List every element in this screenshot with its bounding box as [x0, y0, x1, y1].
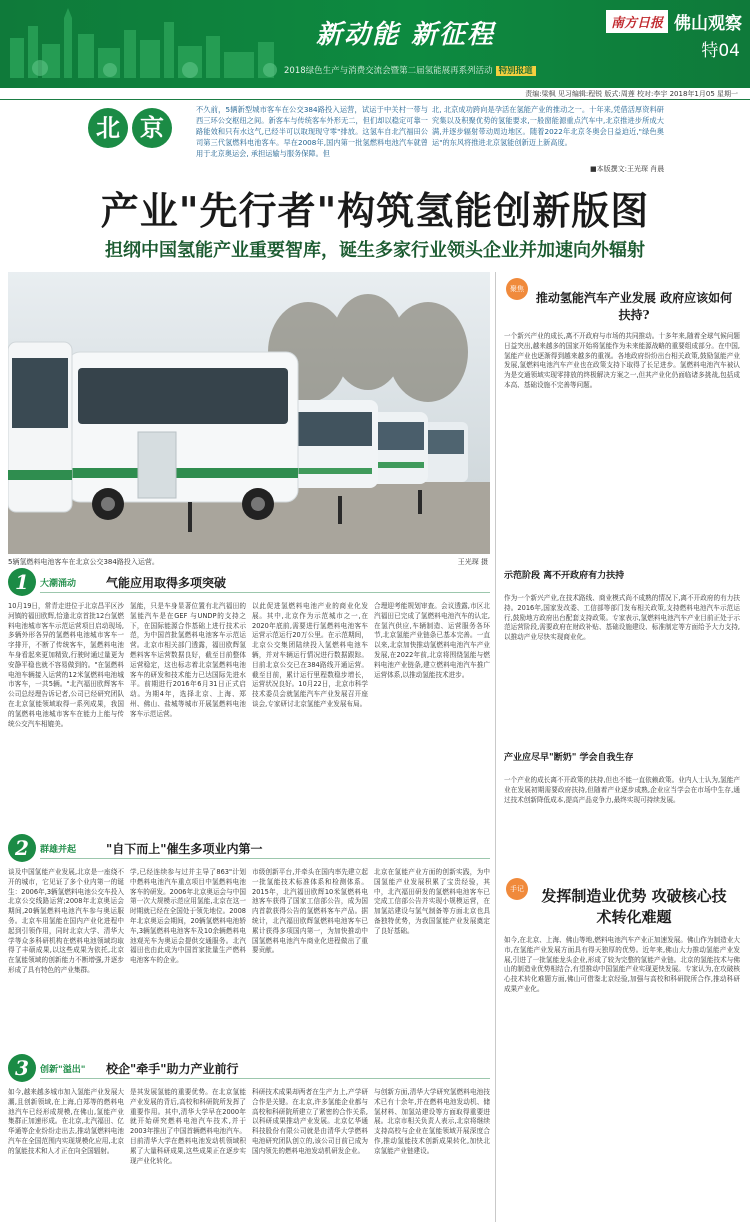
photo-credit: 王光琛 摄 [457, 558, 488, 566]
section-rule [40, 1078, 490, 1079]
city-skyline-illustration [0, 8, 300, 78]
article-column: 氢能，只是车身显著位置有北汽福田的氢能汽车是在GEF 与UNDP的支持之下，在国际能源合作基础上进行技术示范，为中国首批氢燃料电池客车示范运营。北京市相关部门透露，福田欧辉氢燃料客车运营数据良好，截至目前整体运营稳定，这也标志着北京氢燃料电池客车的研发和技术能力已达国际先进水平。前期进行2016年6月31日正式启动。为期4年，选择北京、上海、郑州、佛山、盐城等城市开展氢燃料电池客车示范运营。 [130, 602, 246, 718]
section-title: "自下而上"催生多项业内第一 [106, 842, 263, 856]
section-label: 创新"溢出" [40, 1065, 86, 1075]
section-number: 2 [8, 834, 36, 862]
sidebar-subhead-1: 示范阶段 离不开政府有力扶持 [504, 571, 625, 581]
section-1-body [8, 602, 490, 822]
caption-text: 5辆氢燃料电池客车在北京公交384路投入运营。 [8, 558, 159, 566]
column-divider [495, 272, 496, 1222]
page-headline: 产业"先行者"构筑氢能创新版图 [100, 188, 650, 233]
sidebar-subhead-2: 产业应尽早"断奶" 学会自我生存 [504, 753, 634, 763]
section-3-body [8, 1088, 490, 1228]
section-rule [40, 592, 490, 593]
article-column: 与创新方面,清华大学研究氢燃料电池技术已有十余年,并在燃料电池发动机、储氢材料、加氢站建设等方面取得重要进展。北京市相关负责人表示,北京将继续支持高校与企业在氢能领域开展深度合作,推动氢能技术创新成果转化,加快北京氢能产业链建设。 [374, 1088, 490, 1155]
subtitle-text: 2018绿色生产与消费交流会暨第二届氢能展再系列活动 [284, 66, 493, 76]
page-subheadline: 担纲中国氢能产业重要智库，诞生多家行业领头企业并加速向外辐射 [105, 240, 645, 261]
issue-line: 责编:梁枫 见习编辑:程锐 版式:周莲 校对:李宇 2018年1月05 星期一 [525, 90, 738, 98]
sidebar-column [500, 272, 744, 1222]
city-badge [88, 108, 180, 148]
photo-caption [8, 557, 490, 567]
article-column: 北京在氢能产业方面的创新实践，为中国氢能产业发展积累了宝贵经验，其中，北汽福田研发的氢燃料电池客车已完成工信部公告并实现小规模运营，在加氢站建设与氢气制备等方面北京也具备独特优势，为我国氢能产业发展奠定了良好基础。 [374, 868, 490, 935]
byline: ■本版撰文:王光琛 肖晨 [590, 165, 665, 173]
focus-tag: 聚焦 [506, 278, 528, 300]
edition-name: 佛山观察 [674, 13, 742, 34]
section-number: 1 [8, 568, 36, 596]
article-column: 合理迎考能规划审查。会议透露,市区北汽福田已完成了氢燃料电池汽车的认定,在氢汽供应,车辆制造、运营服务各环节,北京氢能产业链条已基本完善。一直以来,北京加快推动氢燃料电池汽车产业发展,在2022年前,北京将围绕氢能与燃料电池产业链条,建立燃料电池汽车推广运营体系,以推动氢能技术进步。 [374, 602, 490, 679]
section-3-header [8, 1056, 490, 1084]
sidebar-text-1: 一个新兴产业的成长,离不开政府与市场的共同推动。十多年来,随着全球气候问题日益突出,越来越多的国家开始将氢能作为未来能源战略的重要组成部分。在中国,氢能产业也逐渐得到越来越多的重视。各地政府纷纷出台相关政策,鼓励氢能产业发展,氢燃料电池汽车产业也在政策支持下取得了长足进步。氢燃料电池汽车被认为是交通领域实现零排放的终极解决方案之一,但其产业化仍面临诸多挑战,包括成本高、基础设施不完善等问题。 [504, 332, 740, 389]
section-title: 校企"牵手"助力产业前行 [106, 1062, 239, 1076]
article-column: 10月19日，常青走进位于北京昌平区沙河镇的福田欧辉,恰逢北京首批12台氢燃料电池城市客车示范运营项目启动现场,多辆外形各异的氢燃料电池城市客车一字排开，不断了传统客车，氢燃料电池车身看起来更加精致,行驶时通过量更为安静平稳也就不容易做到的。"在氢燃料电池车辆接入运营的12米氢燃料电池城市客车，一共5辆。"北汽福田欧辉客车公司总经理告诉记者,公司已经研究团队在北京氢能领域取得一系列成果，我国的氢燃料电池城市客车在能力上能与传统公交汽车相媲美。 [8, 602, 124, 728]
special-report-tag: 特别报道 [496, 66, 536, 76]
city-char-1: 北 [88, 108, 128, 148]
sidebar-text-2: 作为一个新兴产业,在技术路线、商业模式尚不成熟的情况下,离不开政府的有力扶持。2016年,国家发改委、工信部等部门发布相关政策,支持燃料电池汽车示范运行,鼓励地方政府出台配套支持政策。专家表示,氢燃料电池汽车产业目前正处于示范运营阶段,需要政府在财政补贴、基础设施建设、标准制定等方面给予大力支持,以推动产业尽快实现商业化。 [504, 594, 740, 642]
section-label: 大潮涌动 [40, 579, 77, 589]
section-rule [40, 858, 490, 859]
section-2-body [8, 868, 490, 1044]
city-char-2: 京 [132, 108, 172, 148]
section-number: 3 [8, 1054, 36, 1082]
article-column: 学,已经连续参与过并主导了863"计划中燃料电池汽车重点项目中氢燃料电池客车的研发。2006年北京奥运会与中国第一次大规模示范应用氢能,北京在这一时期就已经在全国处于领先地位。2008年北京奥运会期间，20辆氢燃料电池轿车,3辆氢燃料电池客车及10余辆燃料电池观光车为奥运会提供交通服务。北汽福田也由此成为中国首家批量生产燃料电池客车的企业。 [130, 868, 246, 965]
article-column: 科研技术成果却两者在生产力上,产学研合作是关键。在北京,许多氢能企业都与高校和科研院所建立了紧密的合作关系,以科研成果推动产业发展。北京亿华通科技股份有限公司就是由清华大学燃料电池研究团队创立的,该公司目前已成为国内领先的燃料电池发动机研发企业。 [252, 1088, 368, 1155]
masthead [0, 0, 750, 88]
notes-tag: 手记 [506, 878, 528, 900]
paper-logo [606, 10, 742, 32]
section-1-header [8, 570, 490, 598]
section-title: 气能应用取得多项突破 [106, 576, 227, 590]
article-column: 谈及中国氢能产业发展,北京是一座绕不开的城市，它见证了多个业内第一的诞生：2006年,3辆氢燃料电池公交车投入北京公交线路运营;2008年北京奥运会期间,20辆氢燃料电池汽车参与奥运服务。北京车用氢能在国内产业化进程中起到引领作用，同时北京大学、清华大学等众多科研机构在燃料电池领域均取得了丰硕成果,以这些成果为依托,北京在氢能领域的创新能力不断增强,并逐步形成了具有特色的产业集群。 [8, 868, 124, 974]
issue-bar [0, 88, 750, 100]
intro-text-a: 不久前，5辆新型城市客车在公交384路投入运营，试运于中关村一带与西三环公交枢纽之间。新客车与传统客车外形无二，但们却以稳定可靠一路能效和只有水这气,已经半可以取现现守零"排放。这氢车自北汽福田公司第三代氢燃料电池客车。早在2008年,国内第一批氢燃料电池汽车就曾用于北京奥运会, 承担运输与服务保障。但 [196, 105, 428, 158]
paper-name: 南方日报 [606, 10, 668, 33]
intro-text-b: 北, 北京成功跨向是孕活在氢能产业的推动之一。十年来,凭借活厚资料研究集以及积聚优势的氢能要求,一般窗能源重点汽车中,北京推进步所成大满,并逐步辐射带动周边地区。随着2022年北京冬奥会日益迫近,"绿色奥运"的东风将推进北京氢能创新迈上新高度。 [432, 105, 664, 147]
sidebar-title-1: 推动氢能汽车产业发展 政府应该如何扶持? [535, 291, 733, 322]
article-column: 如今,越来越多城市加入氢能产业发展大潮,且创新领域,在上海,白郑等的燃料电池汽车已经形成规模,在佛山,氢能产业集群正加速形成。在北京,北汽福田、亿华通等企业纷纷走出去,推动氢燃料电池汽车在全国范围内实现规模化应用,北京的氢能技术和人才正在向全国辐射。 [8, 1088, 124, 1155]
sidebar-text-4: 如今,在北京、上海、佛山等地,燃料电池汽车产业正加速发展。佛山作为制造业大市,在氢能产业发展方面具有得天独厚的优势。近年来,佛山大力推动氢能产业发展,引进了一批氢能龙头企业,形成了较为完整的氢能产业链。北京的氢能技术与佛山的制造业优势相结合,有望推动中国氢能产业实现更快发展。专家认为,在攻破核心技术转化难题方面,佛山可借鉴北京经验,加强与高校和科研院所合作,推动科研成果产业化。 [504, 936, 740, 993]
sidebar-title-2: 发挥制造业优势 攻破核心技术转化难题 [541, 887, 727, 926]
hydrogen-bus-illustration [8, 272, 490, 554]
article-column: 是其发展氢能的重要优势。在北京氢能产业发展的背后,高校和科研院所发挥了重要作用。其中,清华大学早在2000年就开始研究燃料电池汽车技术,并于2003年推出了中国首辆燃料电池汽车。目前清华大学在燃料电池发动机领域积累了大量科研成果,这些成果正在逐步实现产业化转化。 [130, 1088, 246, 1165]
section-2-header [8, 836, 490, 864]
slogan: 新动能 新征程 [316, 20, 496, 50]
sidebar-text-3: 一个产业的成长离不开政策的扶持,但也不能一直依赖政策。业内人士认为,氢能产业在发展初期需要政府扶持,但随着产业逐步成熟,企业应当学会在市场中生存,通过技术创新降低成本,提高产品竞争力,最终实现可持续发展。 [504, 776, 740, 804]
masthead-subtitle [284, 64, 536, 76]
bus-photo [8, 272, 490, 554]
article-column: 以此促进氢燃料电池产业的商业化发展。其中,北京作为示范城市之一,在2020年底前,需要进行氢燃料电池客车运营示范运行20万公里。在示范期间，北京公交集团陆续投入氢燃料电池车辆，并对车辆运行情况进行数据跟踪。目前北京公交已在384路线开通运营。截至目前，累计运行里程数稳步增长，运营状况良好。10月22日，北京市科学技术委员会就氢能汽车产业发展召开座谈会,专家研讨北京氢能产业发展布局。 [252, 602, 368, 708]
page-number: 特04 [701, 41, 740, 61]
article-column: 市级创新平台,并牵头在国内率先建立起一批氢能技术标准体系和检测体系。2015年，北汽福田欧辉10米氢燃料电池客车获得了国家工信部公告，成为国内首款获得公告的氢燃料客车产品。据统计，北汽福田欧辉氢燃料电池客车已累计获得多项国内第一，为加快推动中国氢燃料电池汽车商业化进程做出了重要贡献。 [252, 868, 368, 955]
section-label: 群雄并起 [40, 845, 77, 855]
